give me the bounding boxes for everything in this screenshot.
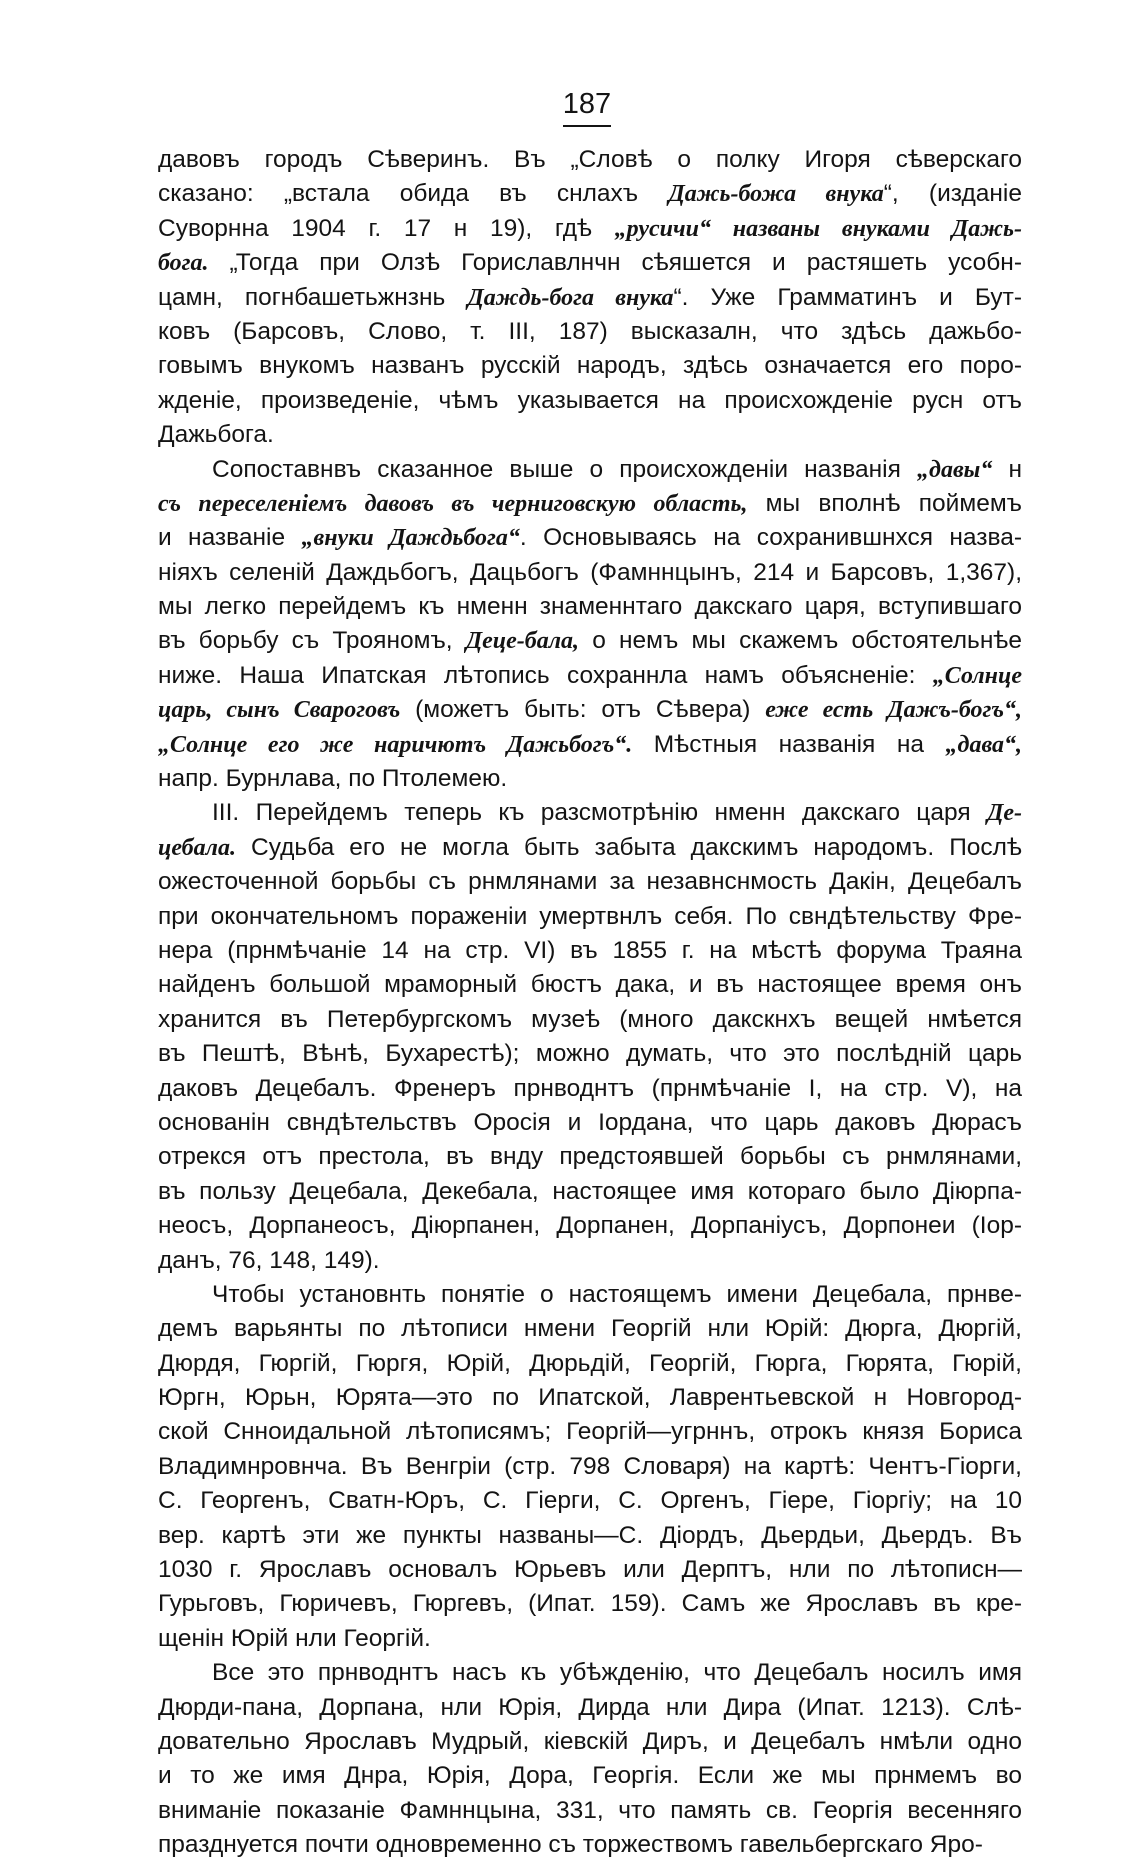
text-line: нера (прнмѣчаніе 14 на стр. VI) въ 1855 г. на мѣстѣ форума Траяна <box>158 936 1022 964</box>
italic-phrase: „русичи“ названы внуками Дажь- <box>614 215 1022 242</box>
text-line: жденіе, произведеніе, чѣмъ указывается на происхожденіе русн отъ <box>158 386 1022 414</box>
text-line: вер. картѣ эти же пункты названы—С. Діордъ, Дьердьи, Дьердъ. Въ <box>158 1521 1022 1549</box>
text-line: мы легко перейдемъ къ нменн знаменнтаго дакскаго царя, вступившаго <box>158 593 1022 621</box>
text-line: давовъ городъ Сѣверинъ. Въ „Словѣ о полку Игоря сѣверскаго <box>158 146 1022 173</box>
italic-phrase: цебала. <box>158 834 236 861</box>
paragraph <box>158 1278 1022 1656</box>
italic-phrase: Деце-бала, <box>465 628 580 655</box>
text-line: даковъ Децебалъ. Френеръ прнводнтъ (прнмѣчаніе I, на стр. V), на <box>158 1074 1022 1102</box>
text-line: ковъ (Барсовъ, Слово, т. III, 187) высказалн, что здѣсь дажьбо- <box>158 317 1022 345</box>
text-line: Сопоставнвъ сказанное выше о происхожденіи названія „давы“ н <box>212 455 1022 483</box>
text-line: Все это прнводнтъ насъ къ убѣжденію, что Децебалъ носилъ имя <box>212 1659 1022 1687</box>
text-line: найденъ большой мраморный бюстъ дака, и въ настоящее время онъ <box>158 971 1022 999</box>
italic-phrase: „давы“ <box>917 456 993 483</box>
text-line: ніяхъ селеній Даждьбогъ, Дацьбогъ (Фамннцынъ, 214 и Барсовъ, 1,367), <box>158 558 1022 586</box>
text-line: съ переселеніемъ давовъ въ черниговскую область, мы вполнѣ поймемъ <box>158 489 1022 517</box>
text-line: ской Снноидальной лѣтописямъ; Георгій—угрннъ, отрокъ князя Бориса <box>158 1418 1022 1446</box>
text-line: говымъ внукомъ названъ русскій народъ, здѣсь означается его поро- <box>158 352 1022 380</box>
text-line: при окончательномъ пораженіи умертвнлъ себя. По свндѣтельству Фре- <box>158 902 1022 930</box>
italic-phrase: еже есть Дажъ-богъ“, <box>765 697 1022 724</box>
text-line: и то же имя Днра, Юрія, Дора, Георгія. Если же мы прнмемъ во <box>158 1762 1022 1790</box>
text-line: празднуется почти одновременно съ торжествомъ гавельбергскаго Яро- <box>158 1831 983 1859</box>
text-line: цебала. Судьба его не могла быть забыта дакскимъ народомъ. Послѣ <box>158 833 1022 861</box>
text-line: 1030 г. Ярославъ основалъ Юрьевъ или Дерптъ, нли по лѣтописн— <box>158 1556 1022 1584</box>
text-line: С. Георгенъ, Сватн-Юръ, С. Гіерги, С. Оргенъ, Гіере, Гіоргіу; на 10 <box>158 1487 1022 1515</box>
text-line: вниманіе показаніе Фамннцына, 331, что память св. Георгія весенняго <box>158 1796 1022 1824</box>
italic-phrase: царь, сынъ Свароговъ <box>158 697 401 724</box>
text-line: Гурьговъ, Гюричевъ, Гюргевъ, (Ипат. 159). Самъ же Ярославъ въ кре- <box>158 1590 1022 1618</box>
text-line: основанін свндѣтельствъ Оросія и Іордана, что царь даковъ Дюрасъ <box>158 1108 1022 1136</box>
text-line: въ Пештѣ, Вѣнѣ, Бухарестѣ); можно думать, что это послѣдній царь <box>158 1040 1022 1068</box>
paragraph <box>158 796 1022 1277</box>
paragraph <box>158 1656 1022 1862</box>
text-line: Юргн, Юрьн, Юрята—это по Ипатской, Лаврентьевской н Новгород- <box>158 1384 1022 1412</box>
text-line: въ пользу Децебала, Декебала, настоящее имя котораго было Діюрпа- <box>158 1177 1022 1205</box>
text-line: Дюрди-пана, Дорпана, нли Юрія, Дирда нли Дира (Ипат. 1213). Слѣ- <box>158 1693 1022 1721</box>
italic-phrase: „внуки Даждьбога“ <box>301 525 520 552</box>
text-line: щенін Юрій нли Георгій. <box>158 1624 431 1652</box>
text-line: цамн, погнбашетьжнзнь Даждь-бога внука“. Уже Грамматинъ и Бут- <box>158 283 1022 311</box>
text-line: сказано: „встала обида въ снлахъ Дажь-божа внука“, (изданіе <box>158 180 1022 208</box>
text-line: Дажьбога. <box>158 421 274 449</box>
text-line: ожесточенной борьбы съ рнмлянами за незавнснмость Дакін, Децебалъ <box>158 868 1022 896</box>
page-number <box>0 88 1140 127</box>
text-line: „Солнце его же наричютъ Дажьбогъ“. Мѣстныя названія на „дава“, <box>158 730 1022 758</box>
text-line: III. Перейдемъ теперь къ разсмотрѣнію нменн дакскаго царя Де- <box>212 799 1022 827</box>
text-line: напр. Бурнлава, по Птолемею. <box>158 765 508 793</box>
text-line: демъ варьянты по лѣтописи нмени Георгій нли Юрій: Дюрга, Дюргій, <box>158 1315 1022 1343</box>
text-line: ниже. Наша Ипатская лѣтопись сохраннла намъ объясненіе: „Солнце <box>158 661 1022 689</box>
text-line: отрекся отъ престола, въ внду предстоявшей борьбы съ рнмлянами, <box>158 1143 1022 1171</box>
text-line: царь, сынъ Свароговъ (можетъ быть: отъ Сѣвера) еже есть Дажъ-богъ“, <box>158 696 1022 724</box>
text-line: довательно Ярославъ Мудрый, кіевскій Диръ, и Децебалъ нмѣли одно <box>158 1727 1022 1755</box>
italic-phrase: „Солнце <box>932 662 1022 689</box>
paragraph <box>158 143 1022 453</box>
italic-phrase: Даждь-бога внука <box>467 284 674 311</box>
text-line: хранится въ Петербургскомъ музеѣ (много дакскнхъ вещей нмѣется <box>158 1005 1022 1033</box>
text-line: въ борьбу съ Трояномъ, Деце-бала, о немъ мы скажемъ обстоятельнѣе <box>158 627 1022 655</box>
body-text <box>158 143 1022 1863</box>
italic-phrase: „Солнце его же наричютъ Дажьбогъ“. <box>158 731 633 758</box>
italic-phrase: съ переселеніемъ давовъ въ черниговскую область, <box>158 490 748 517</box>
italic-phrase: бога. <box>158 250 209 277</box>
text-line: Чтобы установнть понятіе о настоящемъ имени Децебала, прнве- <box>212 1280 1022 1308</box>
text-line: неосъ, Дорпанеосъ, Діюрпанен, Дорпанен, Дорпаніусъ, Дорпонеи (Іор- <box>158 1212 1022 1240</box>
text-line: данъ, 76, 148, 149). <box>158 1246 380 1274</box>
italic-phrase: Де- <box>986 800 1022 827</box>
italic-phrase: „дава“, <box>945 731 1022 758</box>
text-line: Суворнна 1904 г. 17 н 19), гдѣ „русичи“ названы внуками Дажь- <box>158 214 1022 242</box>
italic-phrase: Дажь-божа внука <box>668 181 884 208</box>
paragraph <box>158 453 1022 797</box>
page-number-text: 187 <box>563 88 611 127</box>
text-line: Дюрдя, Гюргій, Гюргя, Юрій, Дюрьдій, Георгій, Гюрга, Гюрята, Гюрій, <box>158 1349 1022 1377</box>
text-line: Владимнровнча. Въ Венгріи (стр. 798 Словаря) на картѣ: Чентъ-Гіорги, <box>158 1452 1022 1480</box>
text-line: и названіе „внуки Даждьбога“. Основываясь на сохранившнхся назва- <box>158 524 1022 552</box>
text-line: бога. „Тогда при Олзѣ Гориславлнчн сѣяшется и растяшеть усобн- <box>158 249 1022 277</box>
